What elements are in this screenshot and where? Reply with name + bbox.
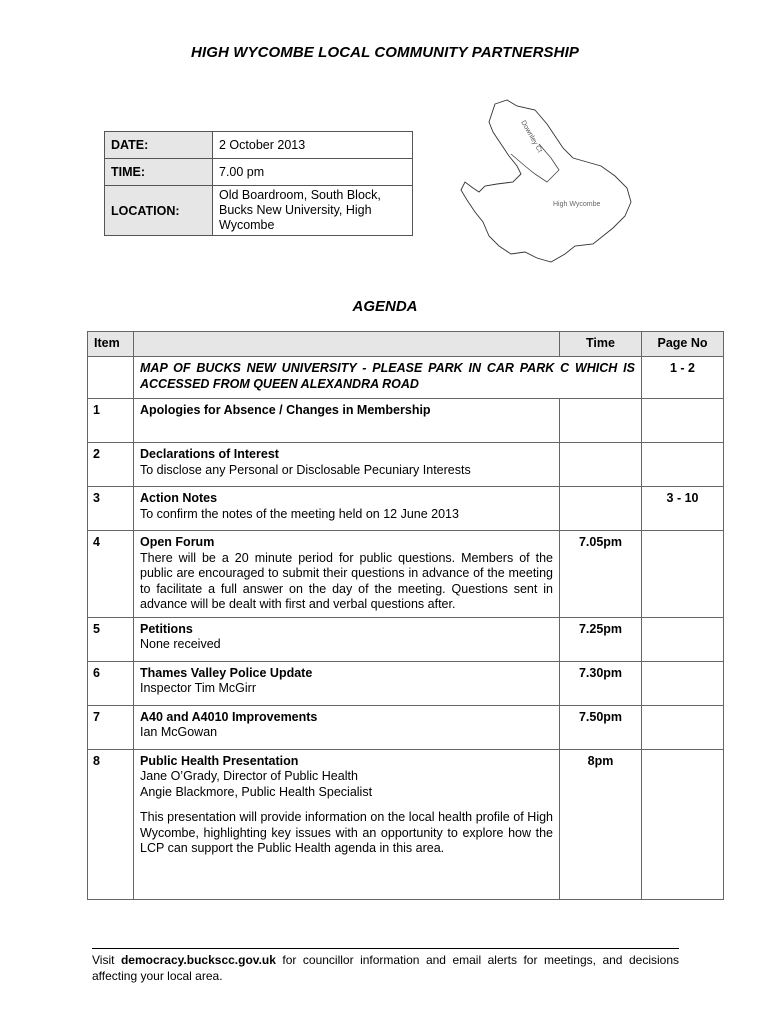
item-description: Ian McGowan: [140, 725, 218, 739]
map-note-page: 1 - 2: [642, 357, 724, 399]
item-content: [134, 749, 560, 899]
title-column-header: [134, 332, 560, 357]
table-row: [88, 749, 724, 899]
downley-label: Downley Ct: [519, 119, 544, 155]
table-row: [88, 399, 724, 443]
item-content: [134, 531, 560, 618]
item-time: 7.05pm: [560, 531, 642, 618]
item-page: 3 - 10: [642, 487, 724, 531]
map-note-num: [88, 357, 134, 399]
item-title: Open Forum: [140, 535, 215, 549]
item-title: Declarations of Interest: [140, 447, 279, 461]
item-page: [642, 617, 724, 661]
item-title: Thames Valley Police Update: [140, 665, 313, 680]
table-row: [88, 443, 724, 487]
item-time: 7.30pm: [560, 661, 642, 705]
agenda-heading: AGENDA: [352, 298, 418, 315]
item-content: [134, 443, 560, 487]
time-label: TIME:: [105, 159, 213, 186]
item-number: 7: [88, 705, 134, 749]
item-title: Petitions: [140, 621, 193, 636]
item-number: 4: [88, 531, 134, 618]
item-number: 6: [88, 661, 134, 705]
table-row: [88, 531, 724, 618]
item-number: 1: [88, 399, 134, 443]
item-number: 3: [88, 487, 134, 531]
item-time: [560, 399, 642, 443]
meeting-details-table: [104, 131, 413, 236]
item-title: A40 and A4010 Improvements: [140, 709, 318, 724]
page-column-header: Page No: [642, 332, 724, 357]
item-content: [134, 487, 560, 531]
item-page: [642, 399, 724, 443]
footer-text: [92, 952, 679, 984]
item-time: 7.25pm: [560, 617, 642, 661]
time-column-header: Time: [560, 332, 642, 357]
item-column-header: Item: [88, 332, 134, 357]
location-value: Old Boardroom, South Block, Bucks New University, High Wycombe: [213, 186, 413, 236]
table-row: [88, 487, 724, 531]
agenda-header-row: [88, 332, 724, 357]
agenda-table: [87, 331, 724, 900]
item-description: There will be a 20 minute period for public questions. Members of the public are encouraged to submit their questions in advance of the meeting to facilitate a full answer on the day of the meeting. Questions sent in advance will be dealt with first and verbal questions after.: [140, 550, 553, 611]
date-row: [105, 132, 413, 159]
item-title: Action Notes: [140, 491, 218, 505]
item-description: To disclose any Personal or Disclosable Pecuniary Interests: [140, 462, 471, 477]
footer-suffix: for councillor information and email alerts for meetings, and decisions affecting your local area.: [92, 953, 679, 983]
table-row: [88, 617, 724, 661]
map-note-row: [88, 357, 724, 399]
item-description-3: This presentation will provide information on the local health profile of High Wycombe, highlighting key issues with an opportunity to explore how the LCP can support the Public Health agenda in this area.: [140, 810, 553, 855]
date-label: DATE:: [105, 132, 213, 159]
item-time: 7.50pm: [560, 705, 642, 749]
item-time: [560, 443, 642, 487]
item-content: [134, 705, 560, 749]
item-number: 2: [88, 443, 134, 487]
item-description: None received: [140, 637, 221, 651]
item-description: Jane O’Grady, Director of Public Health: [140, 769, 358, 783]
table-row: [88, 661, 724, 705]
item-page: [642, 749, 724, 899]
item-time: 8pm: [560, 749, 642, 899]
table-row: [88, 705, 724, 749]
item-page: [642, 705, 724, 749]
area-map: [455, 96, 635, 266]
item-number: 8: [88, 749, 134, 899]
location-row: [105, 186, 413, 236]
time-row: [105, 159, 413, 186]
footer-divider: [92, 948, 679, 949]
item-description: To confirm the notes of the meeting held on 12 June 2013: [140, 506, 459, 521]
high-wycombe-label: High Wycombe: [553, 201, 601, 208]
page-title: HIGH WYCOMBE LOCAL COMMUNITY PARTNERSHIP: [191, 44, 579, 61]
footer-prefix: Visit: [92, 953, 121, 967]
location-label: LOCATION:: [105, 186, 213, 236]
item-page: [642, 531, 724, 618]
item-content: [134, 399, 560, 443]
item-title: Public Health Presentation: [140, 753, 299, 768]
item-content: [134, 661, 560, 705]
map-note-text: MAP OF BUCKS NEW UNIVERSITY - PLEASE PARK IN CAR PARK C WHICH IS ACCESSED FROM QUEEN ALEXANDRA ROAD: [134, 357, 642, 399]
date-value: 2 October 2013: [213, 132, 413, 159]
item-content: [134, 617, 560, 661]
item-description: Inspector Tim McGirr: [140, 681, 256, 695]
time-value: 7.00 pm: [213, 159, 413, 186]
item-time: [560, 487, 642, 531]
footer-link[interactable]: democracy.buckscc.gov.uk: [120, 953, 276, 967]
item-page: [642, 661, 724, 705]
item-description-2: Angie Blackmore, Public Health Specialist: [140, 784, 373, 799]
item-page: [642, 443, 724, 487]
item-title: Apologies for Absence / Changes in Membership: [140, 403, 431, 417]
item-number: 5: [88, 617, 134, 661]
